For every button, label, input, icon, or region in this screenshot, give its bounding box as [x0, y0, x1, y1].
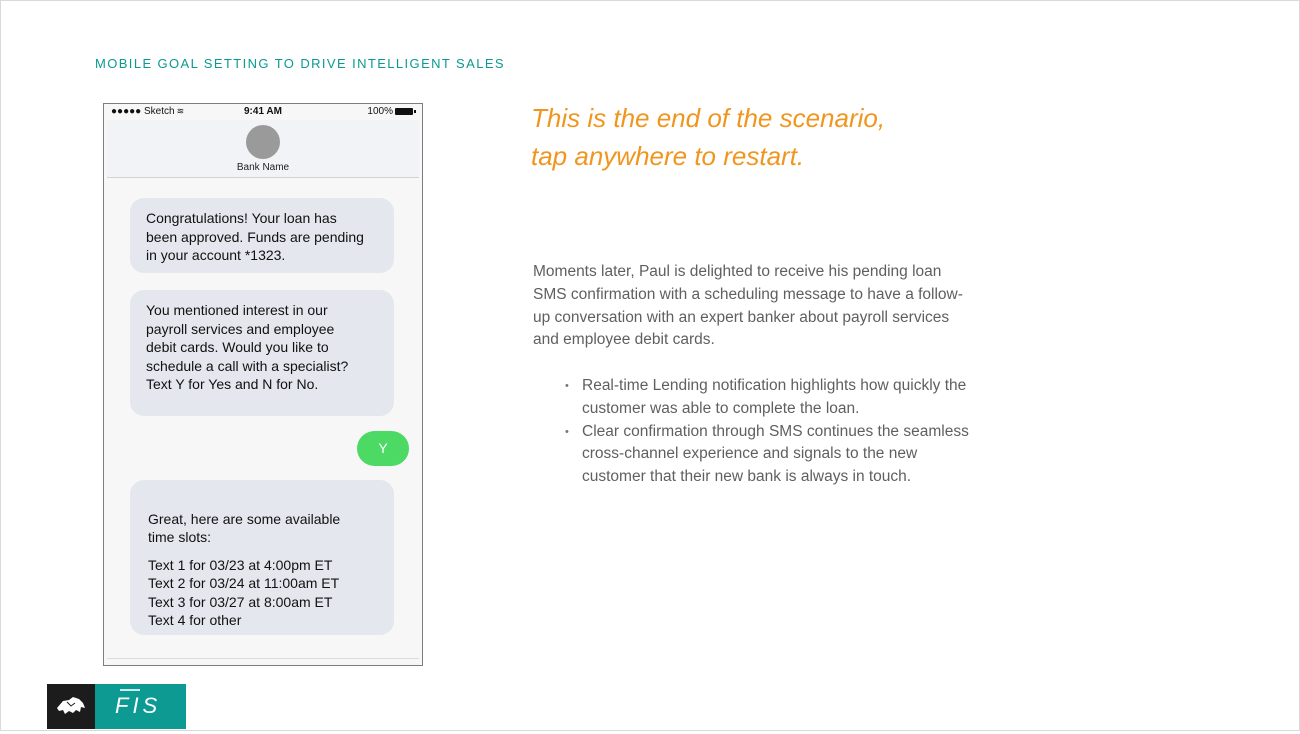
logo-accent-bar [120, 689, 140, 691]
contact-avatar [246, 125, 280, 159]
time-slots-intro: Great, here are some available time slots: [148, 510, 341, 545]
chat-header [107, 120, 419, 178]
time-slots-list: Text 1 for 03/23 at 4:00pm ET Text 2 for 03/24 at 11:00am ET Text 3 for 03/27 at 8:00am ET Text 4 for other [148, 556, 340, 628]
fis-logo [47, 684, 186, 729]
message-bubble-approval: Congratulations! Your loan has been approved. Funds are pending in your account *1323. [130, 198, 394, 273]
message-bubble-payroll-offer: You mentioned interest in our payroll services and employee debit cards. Would you like to schedule a call with a specialist? Text Y for Yes and N for No. [130, 290, 394, 416]
highlight-item: • Real-time Lending notification highlights how quickly the customer was able to complete the loan. [565, 375, 975, 421]
phone-screen [107, 104, 419, 659]
message-bubble-time-slots [130, 480, 394, 635]
highlights-list [565, 375, 975, 489]
restart-headline[interactable]: This is the end of the scenario, tap anywhere to restart. [531, 103, 886, 171]
battery-status [367, 106, 413, 117]
fis-wordmark [95, 684, 186, 729]
highlight-item: • Clear confirmation through SMS continues the seamless cross-channel experience and signals to the new customer that their new bank is always in touch. [565, 421, 975, 489]
wifi-icon: ≋ [176, 106, 185, 116]
battery-icon [395, 108, 413, 115]
slide-title: MOBILE GOAL SETTING TO DRIVE INTELLIGENT SALES [95, 56, 505, 71]
contact-name: Bank Name [236, 162, 290, 173]
scenario-description: Moments later, Paul is delighted to receive his pending loan SMS confirmation with a scheduling message to have a follow-up conversation with an expert banker about payroll services and employee debit cards. [533, 263, 963, 349]
carrier-label: ●●●●● Sketch [111, 106, 175, 117]
status-time: 9:41 AM [244, 106, 282, 117]
lion-emblem-icon [47, 684, 95, 729]
reply-bubble: Y [357, 431, 409, 466]
phone-mockup [103, 103, 423, 666]
status-bar [107, 104, 419, 120]
logo-text: FIS [115, 693, 162, 718]
battery-percent: 100% [367, 106, 393, 117]
